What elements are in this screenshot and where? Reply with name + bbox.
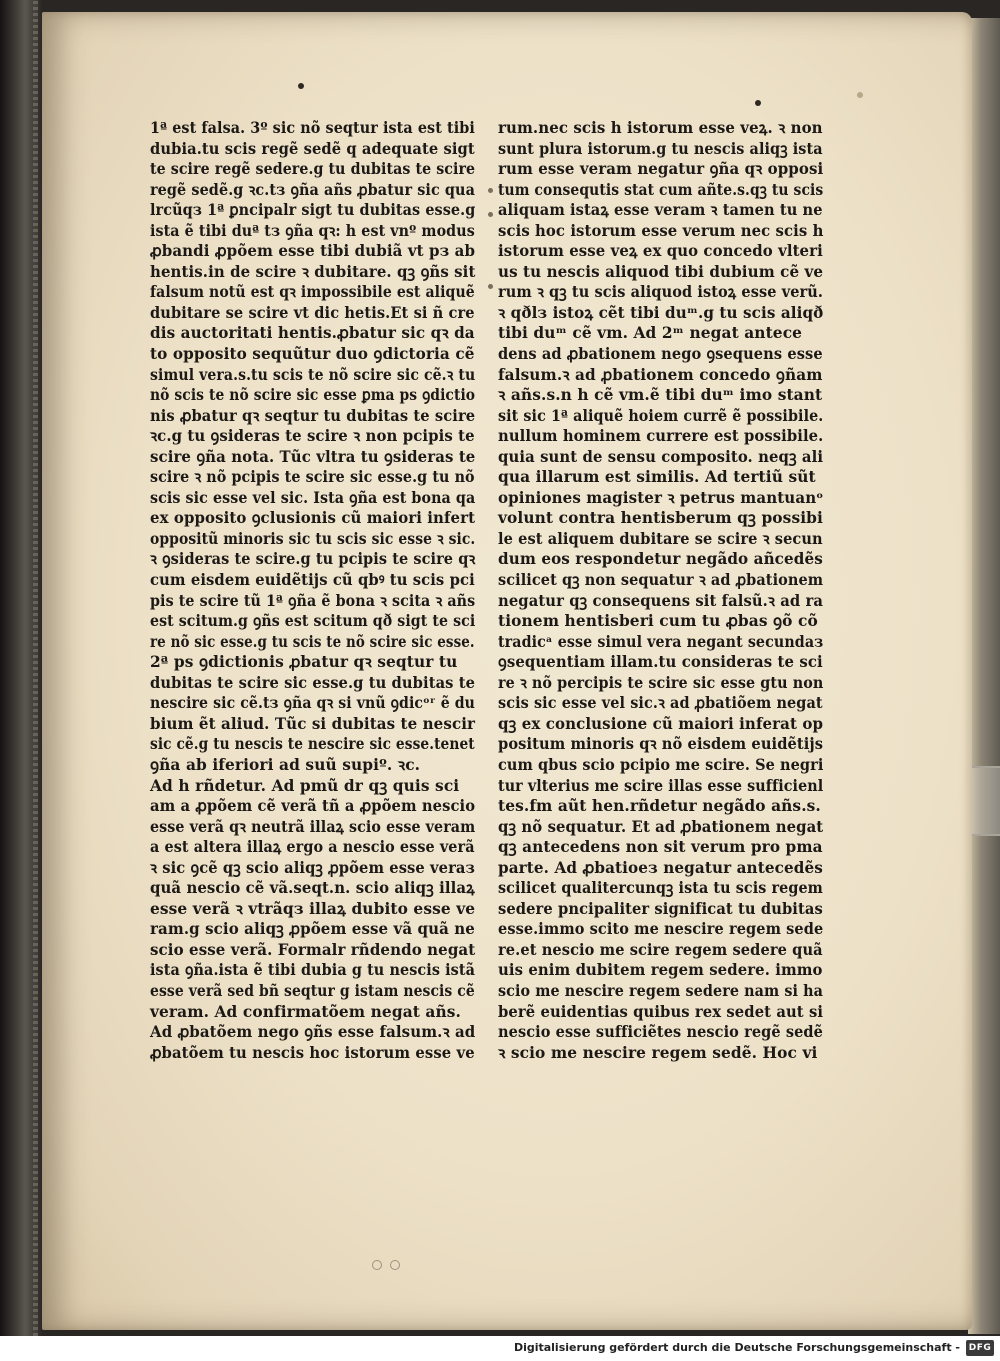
text-line: qꝫ ex conclusione cũ maiori inferat op — [498, 714, 824, 733]
text-line: tibi duᵐ cẽ vm. Ad 2ᵐ negat antece — [498, 324, 803, 343]
text-line: nescire sic cẽ.tз ꝯña qꝛ si vnũ ꝯdicᵒʳ ẽ du — [150, 694, 476, 713]
text-line: falsum notũ est qꝛ impossibile est aliquẽ — [150, 283, 475, 302]
text-line: dubia.tu scis regẽ sedẽ q adequate sigt — [150, 139, 475, 158]
text-line: scis sic esse vel sic. Ista ꝯña est bona qa — [150, 488, 476, 507]
binding-page-edges — [33, 0, 38, 1336]
text-line: 1ª est falsa. 3º sic nõ seqtur ista est tibi — [150, 119, 475, 137]
text-line: rum esse veram negatur ꝯña qꝛ opposi — [498, 160, 824, 179]
text-line: rum.nec scis h istorum esse veꝝ. ꝛ non — [498, 119, 823, 137]
text-line: scis sic esse vel sic.ꝛ ad ꝓbatiõem negat — [498, 694, 823, 713]
text-line: scire ꝯña nota. Tũc vltra tu ꝯsideras te — [150, 447, 476, 466]
text-line: esse verã sed bñ seqtur g istam nescis cẽ — [150, 981, 475, 1000]
text-line: ꝓbatõem tu nescis hoc istorum esse ve — [150, 1043, 475, 1062]
text-line: ram.g scio aliqꝫ ꝓpõem esse vã quã ne — [150, 920, 475, 939]
text-line: qꝫ antecedens non sit verum pro pma — [498, 838, 823, 857]
ink-dot — [298, 83, 304, 89]
text-line: parte. Ad ꝓbatioeз negatur antecedẽs — [498, 858, 823, 877]
stain-spot — [857, 92, 863, 98]
text-line: istorum esse veꝝ ex quo concedo vlteri — [498, 242, 823, 261]
text-line: tur vlterius me scire illas esse sufficienl — [498, 776, 824, 795]
text-line: sedere pncipaliter significat tu dubitas — [498, 899, 823, 918]
text-column-left — [150, 118, 475, 1063]
text-line: ꝛ ꝯsideras te scire.g tu pcipis te scire qꝛ — [150, 550, 476, 569]
text-line: opiniones magister ꝛ petrus mantuanᵒ — [498, 488, 824, 507]
text-line: simul vera.s.tu scis te nõ scire sic cẽ.ꝛ tu — [150, 365, 476, 384]
stain-spot — [488, 188, 493, 193]
text-line: ꝛ añs.s.n h cẽ vm.ẽ tibi duᵐ imo stant — [498, 386, 823, 405]
text-line: veram. Ad confirmatõem negat añs. — [150, 1002, 462, 1021]
text-line: Ad ꝓbatõem nego ꝯñs esse falsum.ꝛ ad — [150, 1023, 476, 1042]
text-line: aliquam istaꝝ esse veram ꝛ tamen tu ne — [498, 201, 823, 220]
footer-credit-text: Digitalisierung gefördert durch die Deutsche Forschungsgemeinschaft - — [513, 1341, 960, 1354]
stain-spot — [488, 212, 493, 217]
text-line: oppositũ minoris sic tu scis sic esse ꝛ sic. — [150, 529, 476, 548]
text-line: scis hoc istorum esse verum nec scis h — [498, 221, 824, 240]
text-line: falsum.ꝛ ad ꝓbationem concedo ꝯñam — [498, 365, 823, 384]
text-line: volunt contra hentisberum qꝫ possibi — [498, 509, 823, 528]
text-line: tionem hentisberi cum tu ꝓbas ꝯõ cõ — [498, 612, 818, 631]
text-line: nõ scis te nõ scire sic esse ꝑma ps ꝯdictio — [150, 386, 476, 405]
text-line: sic cẽ.g tu nescis te nescire sic esse.tenet — [150, 735, 475, 754]
text-line: re nõ sic esse.g tu scis te nõ scire sic esse. — [150, 632, 475, 651]
stain-spot — [488, 284, 493, 289]
text-line: nullum hominem currere est possibile. — [498, 427, 824, 446]
text-line: rum ꝛ qꝫ tu scis aliquod istoꝝ esse verũ. — [498, 283, 824, 302]
text-line: qꝫ nõ sequatur. Et ad ꝓbationem negat — [498, 817, 824, 836]
dfg-logo: DFG — [966, 1340, 994, 1356]
text-line: positum minoris qꝛ nõ eisdem euidẽtijs — [498, 735, 824, 754]
text-line: dis auctoritati hentis.ꝓbatur sic qꝛ da — [150, 324, 475, 343]
text-line: ꝛ scio me nescire regem sedẽ. Hoc vi — [498, 1043, 818, 1062]
text-line: esse verã ꝛ vtrãqз illaꝝ dubito esse ve — [150, 899, 476, 918]
text-line: uis enim dubitem regem sedere. immo — [498, 961, 823, 980]
footer-bar — [0, 1336, 1000, 1361]
text-line: berẽ euidentias quibus rex sedet aut si — [498, 1002, 824, 1021]
text-line: dubitas te scire sic esse.g tu dubitas te — [150, 673, 476, 692]
text-line: dum eos respondetur negãdo añcedẽs — [498, 550, 823, 569]
text-line: us tu nescis aliquod tibi dubium cẽ ve — [498, 262, 824, 281]
text-line: cum qbus scio pcipio me scire. Se negri — [498, 755, 824, 774]
text-line: tum consequtis stat cum añte.s.qꝫ tu scis — [498, 180, 824, 199]
text-line: sit sic 1ª aliquẽ hoiem currẽ ẽ possibile. — [498, 406, 824, 425]
text-line: scio me nescire regem sedere nam si ha — [498, 981, 824, 1000]
text-line: le est aliquem dubitare se scire ꝛ secun — [498, 529, 823, 548]
text-line: re.et nescio me scire regem sedere quã — [498, 940, 823, 959]
stitching-hole — [372, 1260, 382, 1270]
text-line: to opposito sequũtur duo ꝯdictoria cẽ — [150, 345, 475, 364]
text-line: scire ꝛ nõ pcipis te scire sic esse.g tu nõ — [150, 468, 475, 487]
text-line: ꝛ sic ꝯcẽ qꝫ scio aliqꝫ ꝓpõem esse veraз — [150, 858, 475, 877]
text-line: ꝯsequentiam illam.tu consideras te sci — [498, 653, 823, 672]
text-line: esse.immo scito me nescire regem sede — [498, 920, 824, 939]
text-line: cum eisdem euidẽtijs cũ qbꝰ tu scis pci — [150, 571, 475, 590]
text-line: ꝛc.g tu ꝯsideras te scire ꝛ non pcipis te — [150, 427, 475, 446]
text-line: regẽ sedẽ.g ꝛc.tз ꝯña añs ꝓbatur sic qua — [150, 180, 476, 199]
text-line: tes.fm aũt hen.rñdetur negãdo añs.s. — [498, 797, 821, 816]
text-line: est scitum.g ꝯñs est scitum qð sigt te sci — [150, 612, 476, 631]
text-line: am a ꝓpõem cẽ verã tñ a ꝓpõem nescio — [150, 797, 476, 816]
text-column-right — [498, 118, 823, 1063]
text-line: re ꝛ nõ percipis te scire sic esse gtu non — [498, 673, 824, 692]
text-line: pis te scire tũ 1ª ꝯña ẽ bona ꝛ scita ꝛ añs — [150, 591, 476, 610]
text-line: tradicᵃ esse simul vera negant secundaз — [498, 632, 824, 651]
text-line: lrcũqз 1ª ꝑncipalr sigt tu dubitas esse.g — [150, 201, 476, 220]
text-line: ex opposito ꝯclusionis cũ maiori infert — [150, 509, 476, 528]
text-line: dens ad ꝓbationem nego ꝯsequens esse — [498, 345, 823, 364]
text-line: scio esse verã. Formalr rñdendo negat — [150, 940, 476, 959]
text-line: ꝯña ab iferiori ad suũ supiº. ꝛc. — [150, 755, 421, 774]
text-line: nescio esse sufficiẽtes nescio regẽ sedẽ — [498, 1023, 823, 1042]
text-line: ꝛ qðlз istoꝝ cẽt tibi duᵐ.g tu scis aliqð — [498, 303, 824, 322]
text-line: a est altera illaꝝ ergo a nescio esse verã — [150, 838, 475, 857]
text-line: sunt plura istorum.g tu nescis aliqꝫ ista — [498, 139, 823, 158]
text-line: dubitare se scire vt dic hetis.Et si ñ cre — [150, 303, 475, 322]
text-line: nis ꝓbatur qꝛ seqtur tu dubitas te scire — [150, 406, 476, 425]
text-line: negatur qꝫ consequens sit falsũ.ꝛ ad ra — [498, 591, 824, 610]
book-binding — [0, 0, 42, 1336]
stitching-hole — [390, 1260, 400, 1270]
text-line: Ad h rñdetur. Ad pmũ dr qꝫ quis sci — [150, 776, 460, 795]
text-line: qua illarum est similis. Ad tertiũ sũt — [498, 468, 816, 487]
text-line: scilicet qꝫ non sequatur ꝛ ad ꝓbationem — [498, 571, 824, 590]
text-line: ꝓbandi ꝓpõem esse tibi dubiã vt pз ab — [150, 242, 476, 261]
text-line: ista ẽ tibi duª tз ꝯña qꝛ: h est vnº modus — [150, 221, 475, 240]
text-line: hentis.in de scire ꝛ dubitare. qꝫ ꝯñs sit — [150, 262, 476, 281]
text-line: 2ª ps ꝯdictionis ꝓbatur qꝛ seqtur tu — [150, 653, 458, 672]
text-line: bium ẽt aliud. Tũc si dubitas te nescir — [150, 714, 476, 733]
page-fore-edge — [968, 18, 1000, 1334]
text-line: scilicet qualitercunqꝫ ista tu scis regem — [498, 879, 823, 898]
text-line: ista ꝯña.ista ẽ tibi dubia g tu nescis istã — [150, 961, 475, 980]
text-line: quia sunt de sensu composito. neqꝫ ali — [498, 447, 824, 466]
text-line: te scire regẽ sedere.g tu dubitas te scire — [150, 160, 476, 179]
ink-dot — [755, 100, 761, 106]
text-line: esse verã qꝛ neutrã illaꝝ scio esse veram — [150, 817, 476, 836]
text-line: quã nescio cẽ vã.seqt.n. scio aliqꝫ illaꝝ — [150, 879, 475, 898]
